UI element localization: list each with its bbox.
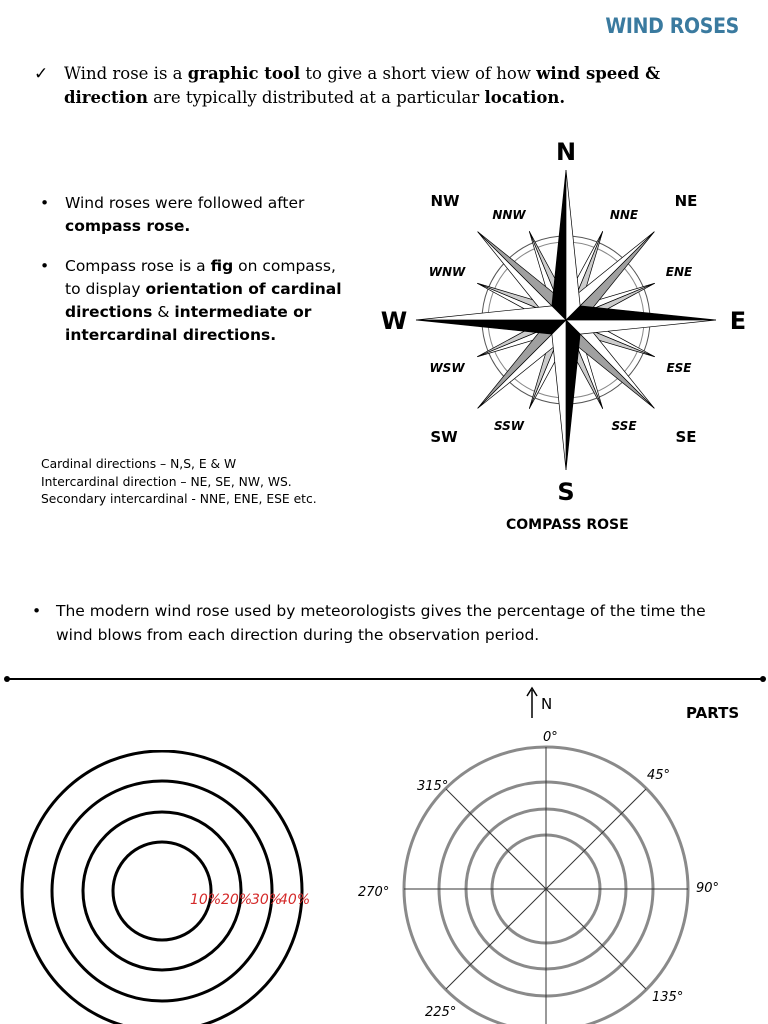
label-e: E xyxy=(729,307,747,335)
cardinal-point-right xyxy=(566,320,716,334)
label-sse: SSE xyxy=(611,419,637,433)
intro-bold-2: wind speed & direction xyxy=(64,64,660,107)
ring-30 xyxy=(52,781,272,1001)
cardinal-point-left xyxy=(566,306,716,320)
bullet-text: & xyxy=(152,303,175,321)
direction-notes xyxy=(41,456,317,509)
degree-270: 270° xyxy=(358,885,390,900)
compass-points xyxy=(416,170,716,470)
cardinal-point-left xyxy=(416,320,566,334)
degree-90: 90° xyxy=(696,881,720,896)
cardinal-point-right xyxy=(416,306,566,320)
bullet-bold: compass rose. xyxy=(65,217,191,235)
intro-bold-1: graphic tool xyxy=(187,64,301,83)
label-nw: NW xyxy=(430,192,460,210)
page-title: WIND ROSES xyxy=(605,14,739,38)
ring-10 xyxy=(113,842,211,940)
bullet-bold: fig xyxy=(210,257,234,275)
ring-label-40: 40% xyxy=(279,892,311,908)
percentage-rings-diagram xyxy=(0,750,330,1024)
bullet-item xyxy=(40,255,350,347)
cardinal-point-left xyxy=(552,170,566,320)
degree-labels xyxy=(358,730,719,1020)
label-nne: NNE xyxy=(609,208,639,222)
bullet-item xyxy=(40,192,350,238)
label-ene: ENE xyxy=(665,265,693,279)
intro-text-3: are typically distributed at a particular xyxy=(147,88,485,107)
label-nnw: NNW xyxy=(492,208,526,222)
note-secondary: Secondary intercardinal - NNE, ENE, ESE etc. xyxy=(41,492,317,506)
intro-text-1: Wind rose is a xyxy=(64,64,188,83)
ring-label-10: 10% xyxy=(190,892,222,908)
ring-40 xyxy=(22,751,302,1024)
cardinal-point-right xyxy=(552,320,566,470)
degree-45: 45° xyxy=(647,768,671,783)
north-arrow-label: N xyxy=(541,695,553,713)
degree-0: 0° xyxy=(543,730,558,745)
ring-20 xyxy=(83,812,241,970)
bullet-bold: intermediate or intercardinal directions. xyxy=(65,303,312,344)
label-s: S xyxy=(557,478,575,506)
bullet-text: on compass, to display xyxy=(65,257,336,298)
bullet-icon: • xyxy=(40,194,50,212)
compass-caption: COMPASS ROSE xyxy=(506,517,629,533)
compass-rose-icon xyxy=(370,130,760,510)
compass-bullets xyxy=(40,192,350,364)
degree-225: 225° xyxy=(425,1005,457,1020)
intro-bold-3: location. xyxy=(484,88,566,107)
ring-label-30: 30% xyxy=(251,892,283,908)
bullet-text: Compass rose is a xyxy=(65,257,211,275)
cardinal-point-right xyxy=(566,170,580,320)
label-n: N xyxy=(555,138,577,166)
ring-percent-labels xyxy=(190,892,310,908)
degree-135: 135° xyxy=(652,990,684,1005)
note-cardinal: Cardinal directions – N,S, E & W xyxy=(41,457,237,471)
label-se: SE xyxy=(675,428,697,446)
modern-wind-rose-note xyxy=(32,599,732,647)
label-ssw: SSW xyxy=(493,419,525,433)
intro-text-2: to give a short view of how xyxy=(300,64,537,83)
north-arrow-icon xyxy=(527,688,537,718)
modern-text: The modern wind rose used by meteorologists gives the percentage of the time the wind blows from each direction during the observation period. xyxy=(56,602,706,644)
bullet-text: Wind roses were followed after xyxy=(65,194,305,212)
label-sw: SW xyxy=(430,428,458,446)
degree-315: 315° xyxy=(417,779,449,794)
checkmark-icon: ✓ xyxy=(34,64,49,84)
label-ese: ESE xyxy=(666,361,692,375)
bullet-bold: orientation of cardinal directions xyxy=(65,280,342,321)
bullet-icon: • xyxy=(40,257,50,275)
note-intercardinal: Intercardinal direction – NE, SE, NW, WS. xyxy=(41,474,292,489)
label-wnw: WNW xyxy=(428,265,466,279)
label-w: W xyxy=(380,307,408,335)
label-wsw: WSW xyxy=(429,361,465,375)
label-ne: NE xyxy=(674,192,698,210)
cardinal-point-left xyxy=(566,320,580,470)
ring-label-20: 20% xyxy=(221,892,253,908)
bullet-icon: • xyxy=(32,602,42,620)
intro-paragraph xyxy=(34,62,734,110)
parts-heading: PARTS xyxy=(686,704,740,722)
parts-diagram xyxy=(340,684,768,1024)
